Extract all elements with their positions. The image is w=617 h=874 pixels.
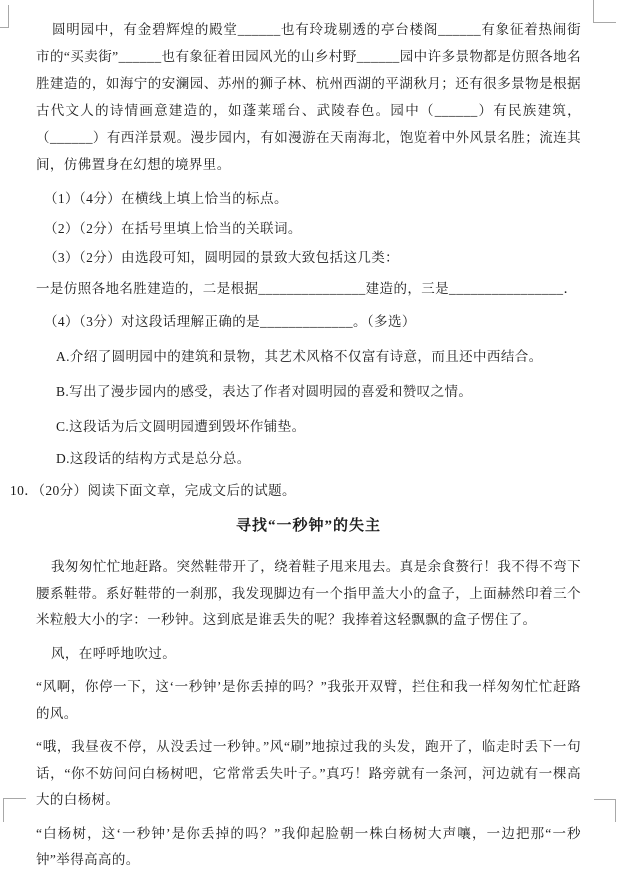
- question-2: （2）（2分）在括号里填上恰当的关联词。: [44, 221, 302, 236]
- story-paragraph-4: “哦，我昼夜不停，从没丢过一秒钟。”风“刷”地掠过我的头发，跑开了，临走时丢下一句话，“你不妨问问白杨树吧，它常常丢失叶子。”真巧！路旁就有一条河，河边就有一棵高大的白杨树。: [36, 739, 581, 807]
- question-3: （3）（2分）由选段可知，圆明园的景致大致包括这几类：: [44, 250, 400, 265]
- reading-title: 寻找“一秒钟”的失主: [235, 518, 381, 534]
- option-a: A.介绍了圆明园中的建筑和景物，其艺术风格不仅富有诗意，而且还中西结合。: [56, 349, 543, 364]
- option-b: B.写出了漫步园内的感受，表达了作者对圆明园的喜爱和赞叹之情。: [56, 384, 473, 399]
- option-d: D.这段话的结构方式是总分总。: [56, 451, 251, 466]
- page-corner-mark-top-left: [0, 5, 9, 28]
- story-paragraph-3: “风啊，你停一下，这‘一秒钟’是你丢掉的吗？”我张开双臂，拦住和我一样匆匆忙忙赶路的风。: [36, 679, 581, 721]
- story-paragraph-2: 风，在呼呼地吹过。: [51, 645, 177, 661]
- story-paragraph-1: 我匆匆忙忙地赶路。突然鞋带开了，绕着鞋子甩来甩去。真是余食赘行！我不得不弯下腰系鞋带。系好鞋带的一刹那，我发现脚边有一个指甲盖大小的盒子，上面赫然印着三个米粒般大小的字：一秒钟。这到底是谁丢失的呢？我捧着这轻飘飘的盒子愣住了。: [36, 559, 581, 627]
- passage-paragraph: 圆明园中，有金碧辉煌的殿堂______也有玲珑剔透的亭台楼阁______有象征着热闹街市的“买卖街”______也有象征着田园风光的山乡村野______园中许多景物都是仿照各地名胜建造的，如海宁的安澜园、苏州的狮子林、杭州西湖的平湖秋月；还有很多景物是根据古代文人的诗情画意建造的，如蓬莱瑶台、武陵春色。园中（______）有民族建筑，（______）有西洋景观。漫步园内，有如漫游在天南海北，饱览着中外风景名胜；流连其间，仿佛置身在幻想的境界里。: [36, 22, 581, 172]
- option-c: C.这段话为后文圆明园遭到毁坏作铺垫。: [56, 419, 306, 434]
- story-paragraph-5: “白杨树，这‘一秒钟’是你丢掉的吗？”我仰起脸朝一株白杨树大声嚷，一边把那“一秒钟”举得高高的。: [36, 825, 581, 867]
- page-corner-mark-bottom-left: [3, 798, 26, 822]
- question-10-header: 10．（20分）阅读下面文章，完成文后的试题。: [10, 483, 296, 498]
- page-corner-mark-bottom-right: [594, 799, 616, 822]
- question-4: （4）（3分）对这段话理解正确的是_____________。（多选）: [44, 314, 416, 329]
- question-1: （1）（4分）在横线上填上恰当的标点。: [44, 191, 288, 206]
- page-corner-mark-top-right: [593, 0, 616, 23]
- question-3-answer-line: 一是仿照各地名胜建造的，二是根据_______________建造的，三是________________．: [36, 281, 578, 296]
